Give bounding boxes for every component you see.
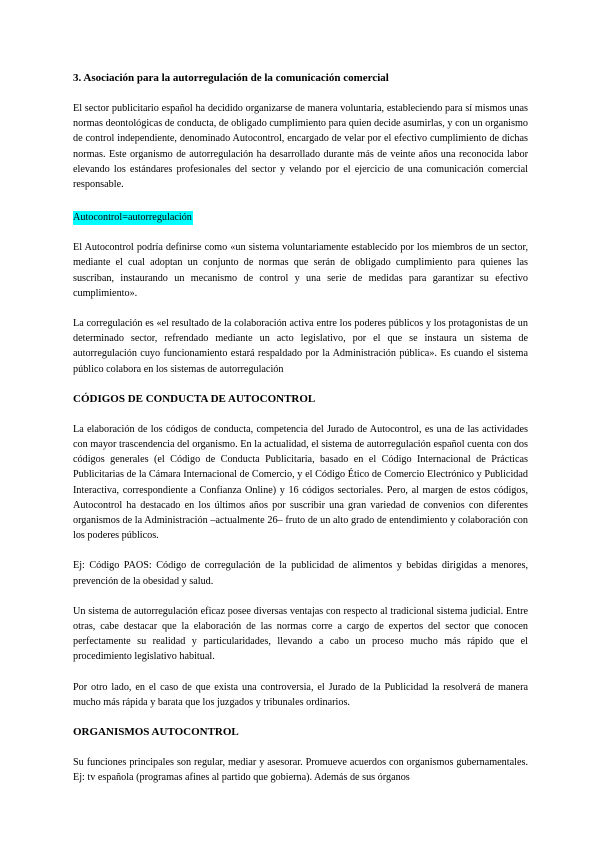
paragraph-sector-publicitario: El sector publicitario español ha decidido organizarse de manera voluntaria, estableciendo para sí mismos unas normas deontológicas de conducta, de obligado cumplimiento para quien decide asumirlas, y con un organismo de control independiente, denominado Autocontrol, encargado de velar por el efectivo cumplimiento de dichas normas. Este organismo de autorregulación ha desarrollado durante más de veinte años una reconocida labor elevando los estándares profesionales del sector y velando por el ejercicio de una comunicación comercial responsable. [73, 103, 528, 191]
paragraph-corregulacion: La corregulación es «el resultado de la colaboración activa entre los poderes públicos y los protagonistas de un determinado sector, refrendado mediante un acto legislativo, por el que se instaura un sistema de autorregulación cuyo funcionamiento estará respaldado por la Administración pública». Es cuando el sistema público colabora en los sistemas de autorregulación [73, 318, 528, 375]
paragraph-ejemplo-paos: Ej: Código PAOS: Código de corregulación de la publicidad de alimentos y bebidas dirigidas a menores, prevención de la obesidad y salud. [73, 560, 528, 587]
document-body [73, 71, 528, 786]
paragraph-codigos-conducta: La elaboración de los códigos de conducta, competencia del Jurado de Autocontrol, es una de las actividades con mayor trascendencia del organismo. En la actualidad, el sistema de autorregulación español cuenta con dos códigos generales (el Código de Conducta Publicitaria, basado en el Código Internacional de Prácticas Publicitarias de la Cámara Internacional de Comercio, y el Código Ético de Comercio Electrónico y Publicidad Interactiva, correspondiente a Confianza Online) y 16 códigos sectoriales. Pero, al margen de estos códigos, Autocontrol ha destacado en los últimos años por suscribir una gran variedad de convenios con diferentes organismos de la Administración –actualmente 26– fruto de un alto grado de entendimiento y colaboración con los poderes públicos. [73, 423, 528, 542]
section-heading-codigos: CÓDIGOS DE CONDUCTA DE AUTOCONTROL [73, 392, 316, 405]
section-heading-organismos: ORGANISMOS AUTOCONTROL [73, 726, 239, 739]
paragraph-funciones: Su funciones principales son regular, mediar y asesorar. Promueve acuerdos con organismos gubernamentales. Ej: tv española (programas afines al partido que gobierna). Además de sus órganos [73, 757, 528, 784]
paragraph-controversia: Por otro lado, en el caso de que exista una controversia, el Jurado de la Publicidad la resolverá de manera mucho más rápida y barata que los juzgados y tribunales ordinarios. [73, 681, 528, 708]
section-heading-asociacion: 3. Asociación para la autorregulación de la comunicación comercial [73, 72, 389, 84]
highlighted-note: Autocontrol=autorregulación [73, 212, 192, 224]
paragraph-autocontrol-definicion: El Autocontrol podría definirse como «un sistema voluntariamente establecido por los miembros de un sector, mediante el cual adoptan un conjunto de normas que serán de obligado cumplimiento para quienes las suscriban, instaurando un mecanismo de control y una serie de medidas para garantizar su efectivo cumplimiento». [73, 242, 528, 299]
paragraph-ventajas: Un sistema de autorregulación eficaz posee diversas ventajas con respecto al tradicional sistema judicial. Entre otras, cabe destacar que la elaboración de las normas corre a cargo de expertos del sector que conocen perfectamente su realidad y particularidades, llevando a cabo un proceso mucho más rápido que el procedimiento legislativo habitual. [73, 605, 528, 663]
